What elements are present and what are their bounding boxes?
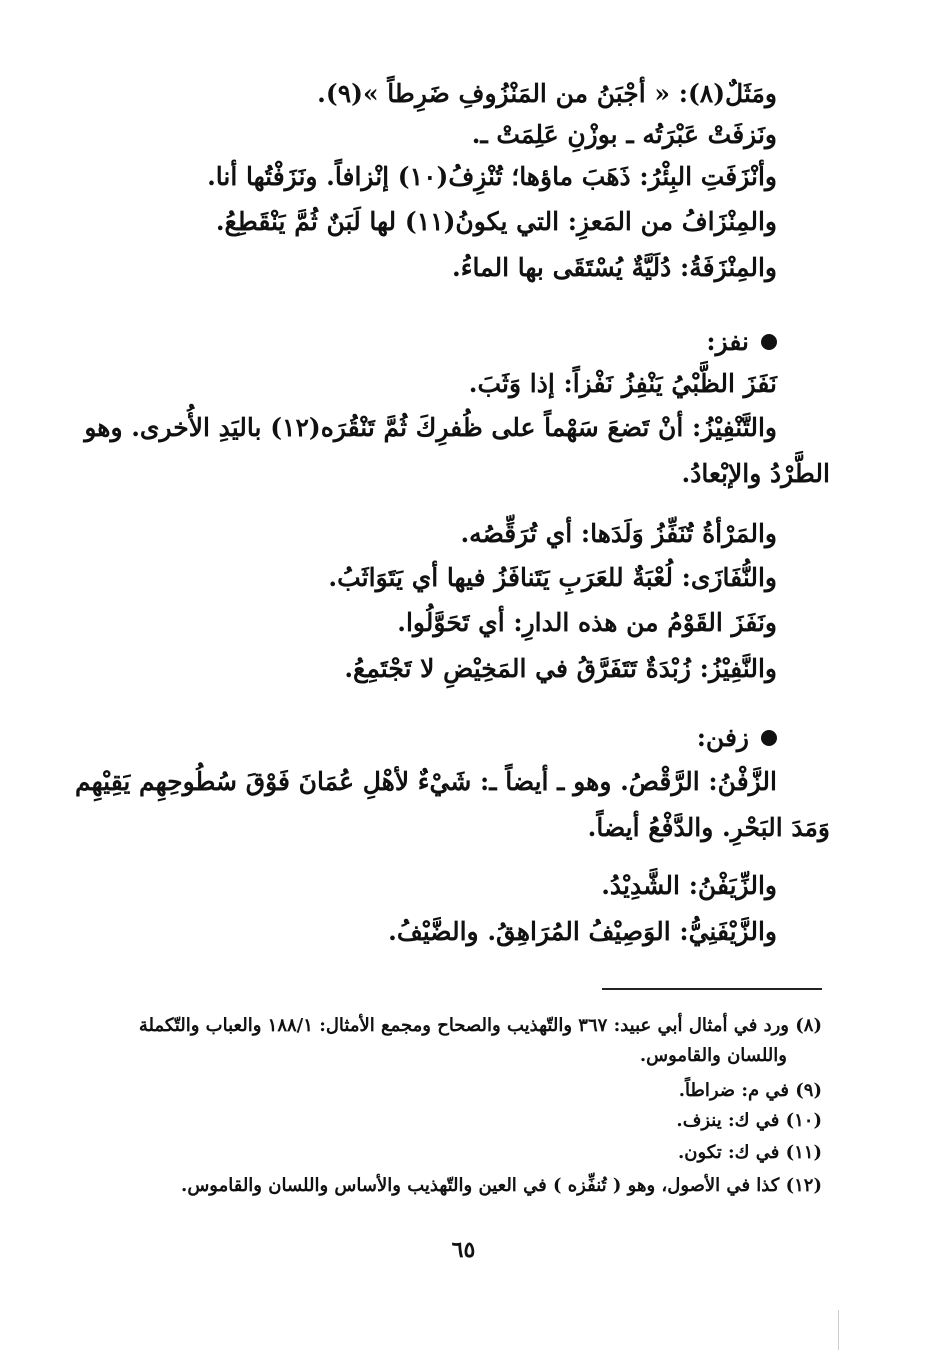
entry-heading-label: زفن:: [696, 723, 749, 752]
footnote-separator: [602, 988, 822, 990]
entry-line: وَمَدَ البَحْرِ. والدَّفْعُ أيضاً.: [587, 813, 830, 842]
entry-line: ونَفَزَ القَوْمُ من هذه الدارِ: أي تَحَوَّلُوا.: [397, 608, 777, 637]
entry-line: والزَّيْفَنِيُّ: الوَصِيْفُ المُرَاهِقُ. والضَّيْفُ.: [388, 917, 777, 946]
footnote: (١٢) كذا في الأصول، وهو ( تُنفِّزه ) في العين والتّهذيب والأساس واللسان والقاموس.: [181, 1175, 822, 1196]
entry-line: والنُّفَازَى: لُعْبَةٌ للعَرَبِ يَتَنافَزُ فيها أي يَتَوَاثَبُ.: [328, 563, 777, 592]
entry-line: والزِّيَفْنُ: الشَّدِيْدُ.: [601, 871, 777, 900]
entry-heading: [706, 324, 777, 360]
footnote: (٨) ورد في أمثال أبي عبيد: ٣٦٧ والتّهذيب والصحاح ومجمع الأمثال: ١٨٨/١ والعباب والتّكملة: [138, 1015, 822, 1036]
body-line: والمِنْزَافُ من المَعزِ: التي يكونُ(١١) لها لَبَنٌ ثُمَّ يَنْقَطِعُ.: [215, 207, 777, 236]
entry-line: الطَّرْدُ والإبْعادُ.: [681, 459, 830, 488]
body-line: وأنْزَفَتِ البِئْرُ: ذَهَبَ ماؤها؛ تُنْزِفُ(١٠) إنْزافاً. ونَزَفْتُها أنا.: [207, 162, 777, 191]
entry-line: والمَرْأةُ تُنَفِّزُ وَلَدَها: أي تُرَقِّصُه.: [460, 519, 777, 548]
footnote: (٩) في م: ضراطاً.: [678, 1080, 822, 1101]
entry-line: نَفَزَ الظَّبْيُ يَنْفِزُ نَفْزاً: إذا وَثَبَ.: [468, 369, 777, 398]
entry-line: والتَّنْفِيْزُ: أنْ تَضعَ سَهْماً على ظُفرِكَ ثُمَّ تَنْقُرَه(١٢) باليَدِ الأُخرى. وهو: [84, 413, 777, 442]
body-line: ونَزفَتْ عَبْرَتُه ـ بوزْنِ عَلِمَتْ ـ.: [471, 120, 777, 149]
bullet-icon: [761, 334, 777, 350]
entry-line: الزَّفْنُ: الرَّقْصُ. وهو ـ أيضاً ـ: شَيْءٌ لأهْلِ عُمَانَ فَوْقَ سُطُوحِهِم يَقِيْهِم: [74, 767, 777, 796]
entry-line: والنَّفِيْزُ: زُبْدَةٌ تَتَفَرَّقُ في المَخِيْضِ لا تَجْتَمِعُ.: [344, 654, 777, 683]
footnote: (١١) في ك: تكون.: [677, 1142, 822, 1163]
footnote: (١٠) في ك: ينزف.: [676, 1110, 822, 1131]
page-number: ٦٥: [451, 1237, 476, 1263]
body-line: ومَثَلٌ(٨): « أجْبَنُ من المَنْزُوفِ ضَرِطاً »(٩).: [317, 79, 777, 108]
footnote-continuation: واللسان والقاموس.: [639, 1045, 787, 1066]
scan-edge-mark: [838, 1310, 839, 1350]
body-line: والمِنْزَفَةُ: دُلَيَّةٌ يُسْتَقَى بها الماءُ.: [452, 253, 777, 282]
entry-heading: [697, 720, 777, 756]
entry-heading-label: نفز:: [706, 327, 749, 356]
bullet-icon: [761, 730, 777, 746]
